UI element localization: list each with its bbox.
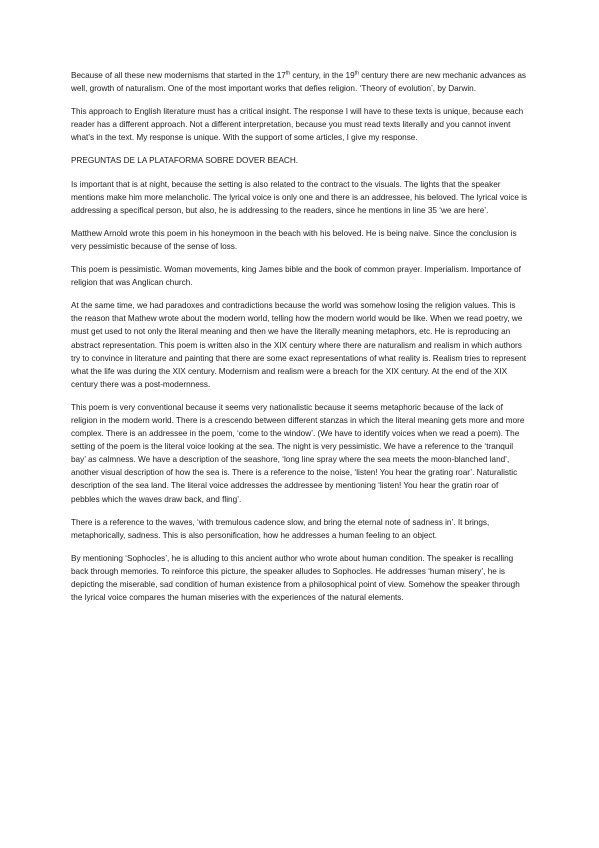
paragraph-pessimistic: This poem is pessimistic. Woman movements, king James bible and the book of common prayer. Imperialism. Importance of religion that was Anglican church. <box>71 265 521 288</box>
document-page <box>71 69 528 614</box>
paragraph-paradoxes: At the same time, we had paradoxes and contradictions because the world was somehow losing the religion values. This is the reason that Mathew wrote about the modern world, telling how the modern world would be like. When we read poetry, we must get used to not only the literal meaning and then we have the literally meaning metaphors, etc. He is reproducing an abstract representation. This poem is written also in the XIX century where there are naturalism and realism in which authors try to convince in literature and painting that there are some exact representations of what reality is. Realism tries to represent what the life was during the XIX century. Modernism and realism were a breach for the XIX century. At the end of the XIX century there was a post-modernness. <box>71 301 527 389</box>
paragraph-sophocles: By mentioning ‘Sophocles’, he is alluding to this ancient author who wrote about human condition. The speaker is recalling back through memories. To reinforce this picture, the speaker alludes to Sophocles. He addresses ‘human misery’, he is depicting the miserable, sad condition of human existence from a philosophical point of view. Somehow the speaker through the lyrical voice compares the human miseries with the experiences of the natural elements. <box>71 553 520 603</box>
paragraph-text: Because of all these new modernisms that started in the 17 <box>71 71 286 80</box>
paragraph-critical-insight: This approach to English literature must has a critical insight. The response I will have to these texts is unique, because each reader has a different approach. Not a different interpretation, because you must read texts literally and you cannot invent what’s in the text. My response is unique. With the support of some articles, I give my response. <box>71 107 524 143</box>
paragraph-text: century there are new mechanic advances as well, growth of naturalism. One of the most important works that defies religion. ‘Theory of evolution’, by Darwin. <box>71 71 526 94</box>
superscript-ordinal: th <box>354 70 359 77</box>
paragraph-modernisms <box>71 69 528 95</box>
superscript-ordinal: th <box>285 70 291 77</box>
paragraph-night-setting: Is important that is at night, because the setting is also related to the contract to the visuals. The lights that the speaker mentions make him more melancholic. The lyrical voice is only one and there is an addressee, his beloved. The lyrical voice is addressing a specifical person, but also, he is addressing to the readers, since he mentions in line 35 ‘we are here’. <box>71 179 528 215</box>
paragraph-text: century, in the 19 <box>290 71 355 80</box>
paragraph-waves: There is a reference to the waves, ‘with tremulous cadence slow, and bring the eternal note of sadness in’. It brings, metaphorically, sadness. This is also personification, how he addresses a human feeling to an object. <box>71 517 490 540</box>
paragraph-conventional: This poem is very conventional because it seems very nationalistic because it seems metaphoric because of the lack of religion in the modern world. There is a crescendo between different stanzas in which the literal meaning gets more and more complex. There is an addressee in the poem, ‘come to the window’. (We have to identify voices when we read a poem). The setting of the poem is the literal voice looking at the sea. The night is very pessimistic. We have a reference to the ‘tranquil bay’ as calmness. We have a description of the seashore, ‘long line spray where the sea meets the moon-blanched land’, another visual description of how the sea is. There is a reference to the noise, ‘listen! You hear the grating roar’. Naturalistic description of the sea land. The literal voice addresses the addressee by mentioning ‘listen! You hear the gratin roar of pebbles which the waves draw back, and fling’. <box>71 402 525 504</box>
paragraph-honeymoon: Matthew Arnold wrote this poem in his honeymoon in the beach with his beloved. He is being naive. Since the conclusion is very pessimistic because of the sense of loss. <box>71 228 517 251</box>
section-heading: PREGUNTAS DE LA PLATAFORMA SOBRE DOVER BEACH. <box>71 156 299 166</box>
